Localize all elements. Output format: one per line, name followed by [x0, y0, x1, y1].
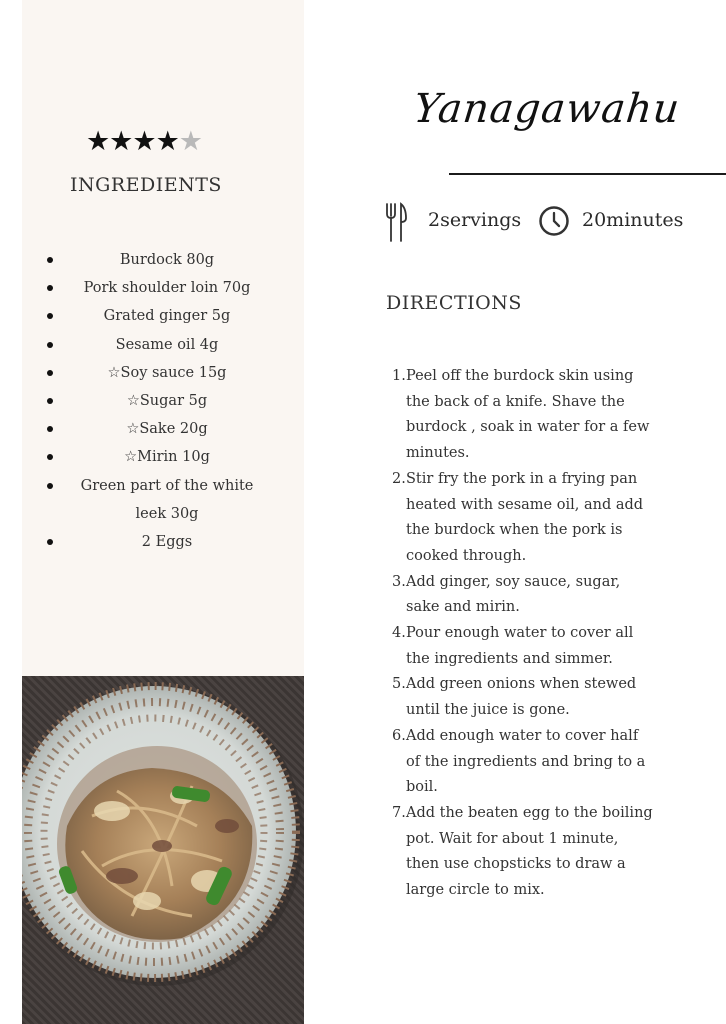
- empty-star: ★: [178, 126, 203, 157]
- dish-illustration: [22, 676, 304, 1024]
- step-text: Stir fry the pork in a frying pan heated with sesame oil, and add the burdock when the pork is cooked through.: [406, 470, 644, 564]
- ingredient-item: ☆Sugar 5g: [22, 387, 304, 415]
- direction-step: [386, 724, 656, 801]
- step-number: 4.: [392, 625, 406, 642]
- direction-step: [386, 801, 656, 904]
- ingredient-item: Green part of the white leek 30g: [22, 472, 304, 528]
- step-text: Pour enough water to cover all the ingredients and simmer.: [406, 625, 634, 667]
- recipe-title: Yanagawahu: [411, 86, 683, 132]
- ingredient-item: Burdock 80g: [22, 246, 304, 274]
- directions-heading: DIRECTIONS: [386, 292, 522, 314]
- time-label: 20minutes: [582, 209, 684, 231]
- step-text: Add green onions when stewed until the juice is gone.: [406, 676, 637, 719]
- ingredients-panel: [22, 0, 304, 676]
- filled-stars: ★★★★: [85, 126, 179, 157]
- directions-list: [386, 364, 656, 904]
- direction-step: [386, 364, 656, 467]
- star-rating: [22, 124, 266, 160]
- fork-knife-icon: [384, 200, 408, 244]
- ingredient-item: Grated ginger 5g: [22, 302, 304, 330]
- step-text: Add ginger, soy sauce, sugar, sake and mirin.: [406, 573, 621, 616]
- clock-icon: [538, 205, 570, 237]
- ingredient-item: 2 Eggs: [22, 528, 304, 556]
- ingredients-heading: INGREDIENTS: [70, 174, 222, 196]
- ingredient-item: Pork shoulder loin 70g: [22, 274, 304, 302]
- step-number: 7.: [392, 804, 406, 821]
- direction-step: [386, 672, 656, 723]
- dish-photo: [22, 676, 304, 1024]
- servings-label: 2servings: [428, 209, 522, 231]
- step-text: Peel off the burdock skin using the back of a knife. Shave the burdock , soak in water for a few minutes.: [406, 368, 650, 462]
- step-text: Add the beaten egg to the boiling pot. Wait for about 1 minute, then use chopsticks to draw a large circle to mix.: [406, 804, 653, 899]
- ingredient-item: Sesame oil 4g: [22, 331, 304, 359]
- step-text: Add enough water to cover half of the ingredients and bring to a boil.: [406, 727, 646, 796]
- step-number: 3.: [392, 573, 406, 590]
- step-number: 5.: [392, 676, 406, 693]
- direction-step: [386, 570, 656, 621]
- step-number: 6.: [392, 727, 406, 744]
- direction-step: [386, 467, 656, 570]
- ingredient-list: [22, 246, 304, 556]
- ingredient-item: ☆Mirin 10g: [22, 443, 304, 471]
- step-number: 2.: [392, 470, 406, 487]
- ingredient-item: ☆Soy sauce 15g: [22, 359, 304, 387]
- direction-step: [386, 621, 656, 672]
- ingredient-item: ☆Sake 20g: [22, 415, 304, 443]
- title-divider: [449, 173, 726, 175]
- step-number: 1.: [392, 368, 406, 384]
